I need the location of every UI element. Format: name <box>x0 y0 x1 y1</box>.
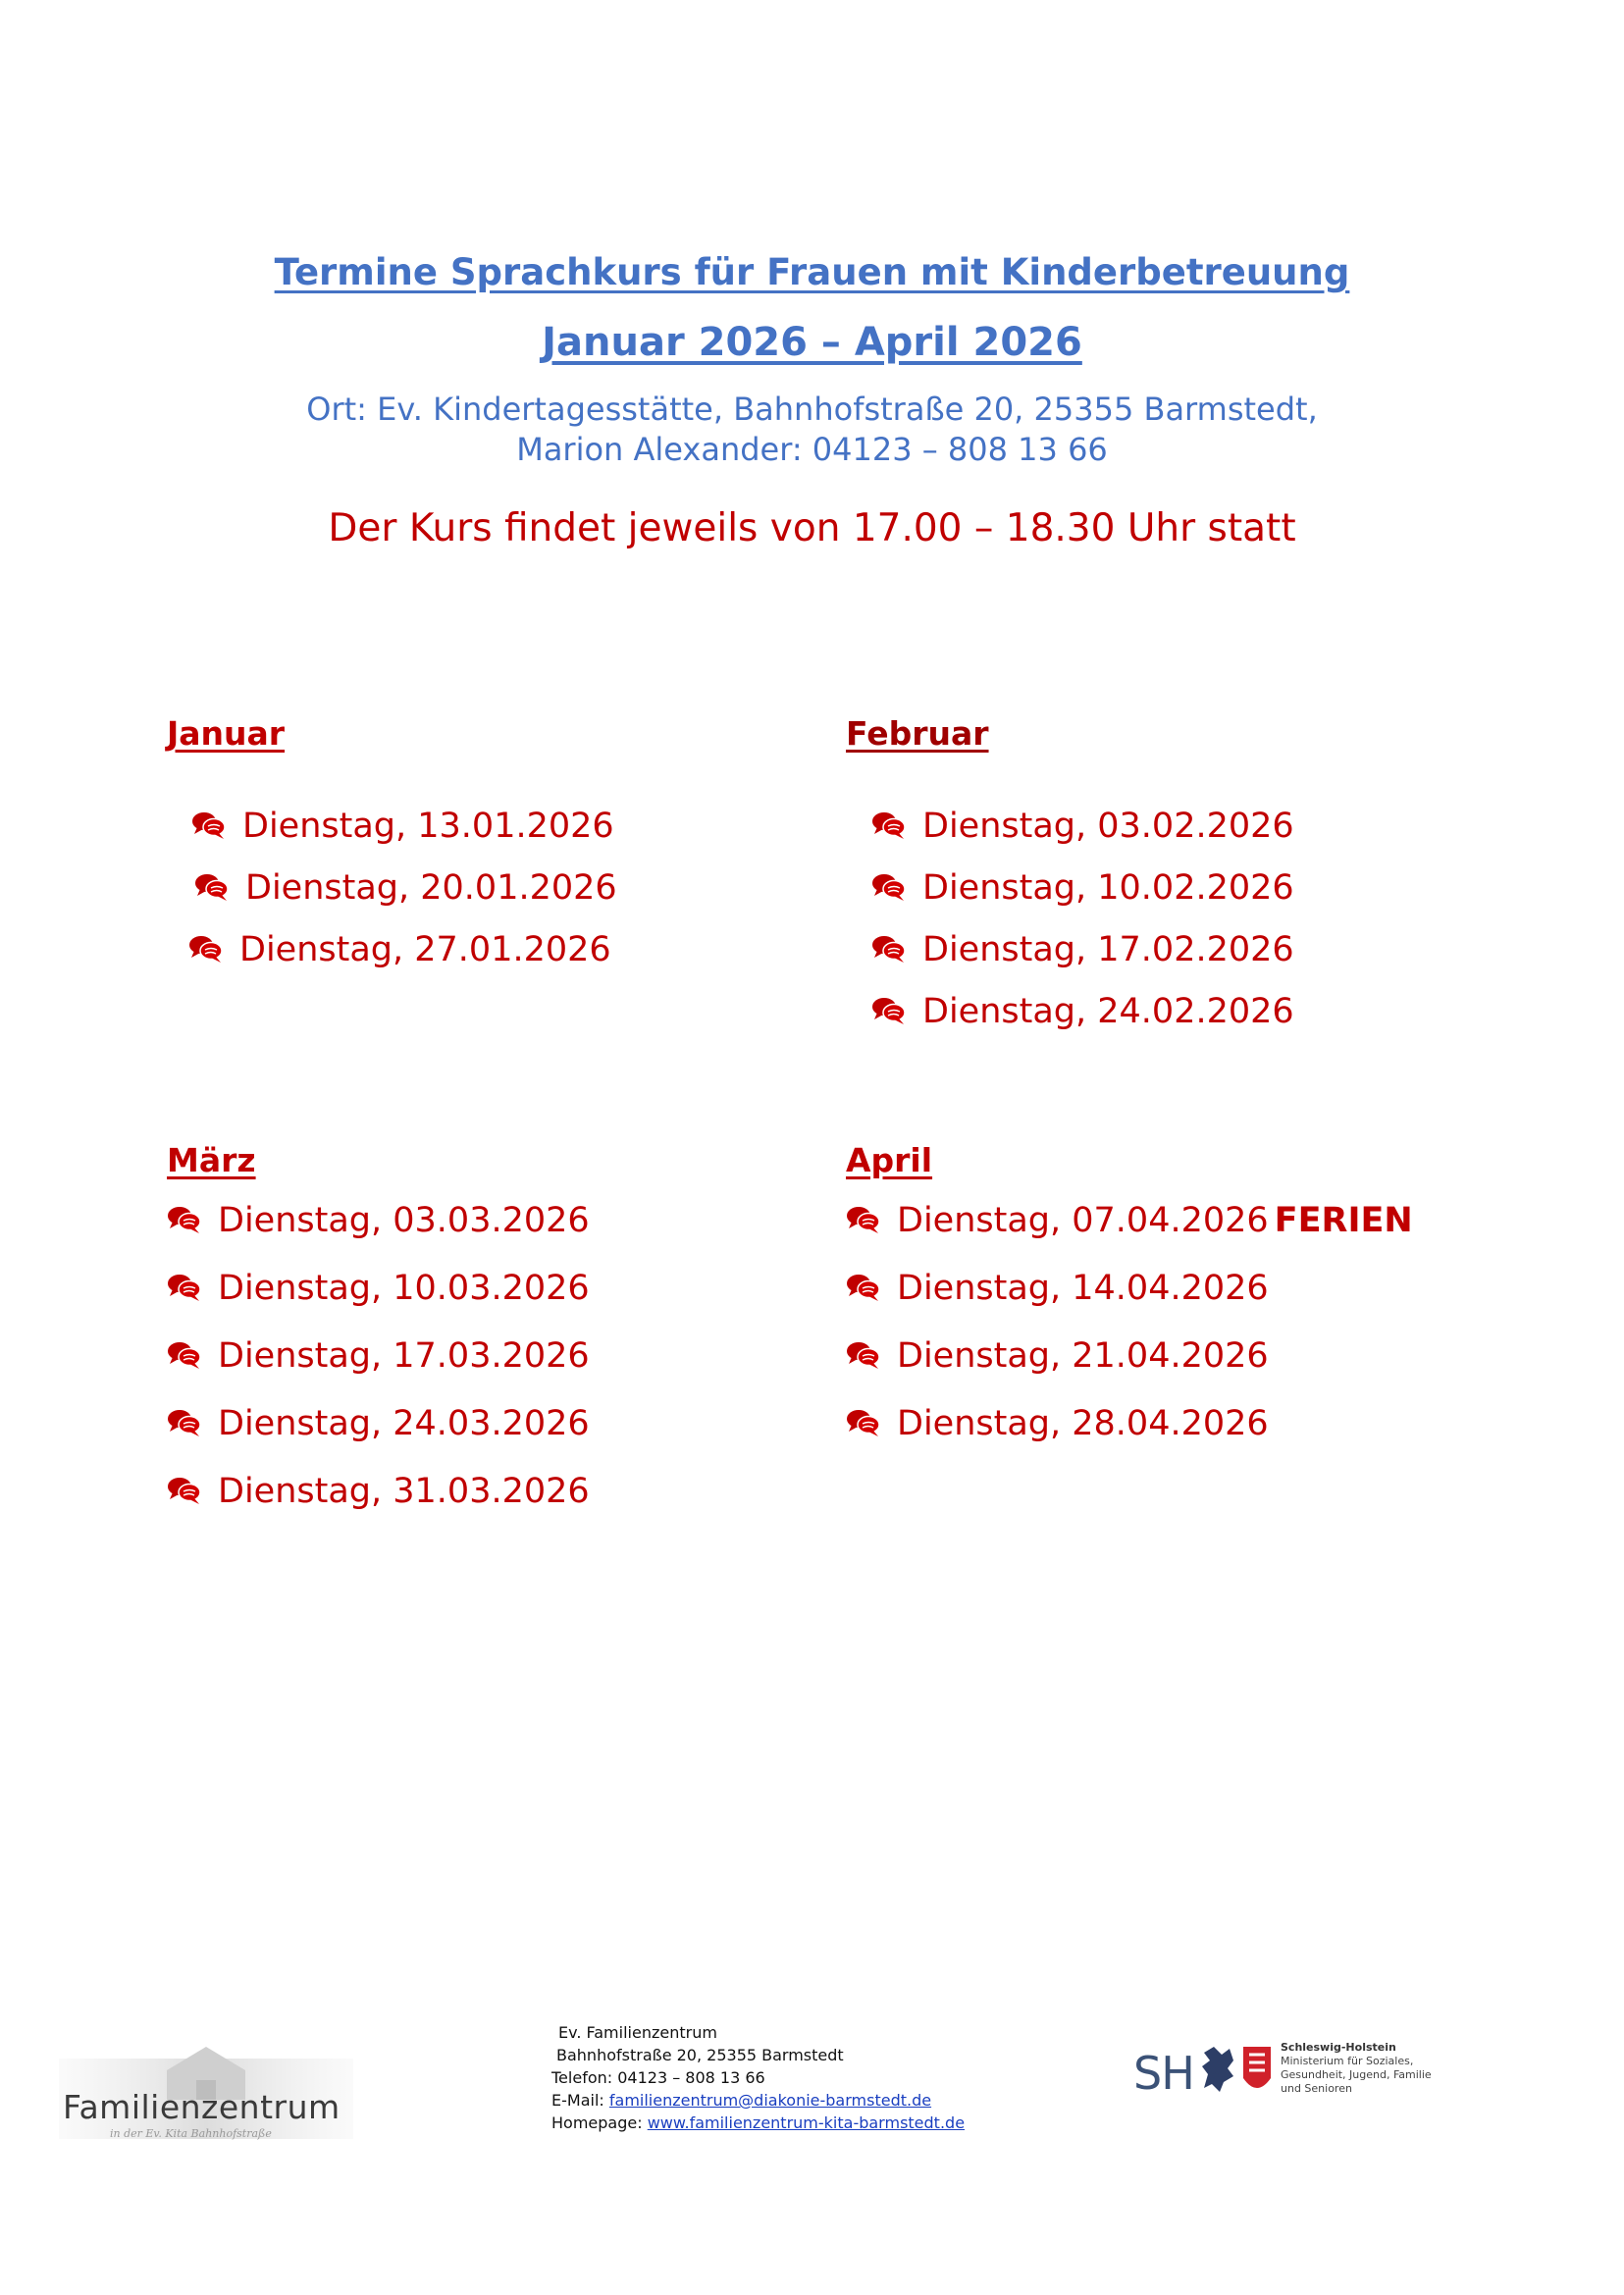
date-label: Dienstag, 07.04.2026 <box>897 1201 1269 1240</box>
date-label: Dienstag, 10.02.2026 <box>922 868 1294 908</box>
location-line: Ort: Ev. Kindertagesstätte, Bahnhofstraße 20, 25355 Barmstedt, <box>306 391 1318 428</box>
date-label: Dienstag, 24.02.2026 <box>922 992 1294 1031</box>
date-label: Dienstag, 14.04.2026 <box>897 1269 1269 1308</box>
speech-bubbles-icon <box>167 1407 202 1438</box>
date-label: Dienstag, 20.01.2026 <box>245 868 617 908</box>
date-item <box>167 1199 590 1242</box>
speech-bubbles-icon <box>871 933 907 965</box>
speech-bubbles-icon <box>167 1475 202 1506</box>
date-item <box>871 990 1294 1033</box>
footer-org: Ev. Familienzentrum <box>558 2023 717 2042</box>
date-label: Dienstag, 21.04.2026 <box>897 1336 1269 1376</box>
speech-bubbles-icon <box>846 1339 881 1371</box>
month-heading-maerz: März <box>167 1141 256 1179</box>
homepage-label: Homepage: <box>551 2113 643 2132</box>
month-heading-januar: Januar <box>167 714 286 753</box>
date-item <box>846 1267 1269 1310</box>
date-label: Dienstag, 17.02.2026 <box>922 930 1294 969</box>
homepage-link[interactable]: www.familienzentrum-kita-barmstedt.de <box>647 2113 966 2132</box>
date-label: Dienstag, 10.03.2026 <box>218 1269 590 1308</box>
date-item <box>871 805 1294 848</box>
speech-bubbles-icon <box>167 1272 202 1303</box>
speech-bubbles-icon <box>191 809 227 841</box>
speech-bubbles-icon <box>167 1204 202 1235</box>
speech-bubbles-icon <box>871 995 907 1026</box>
date-item <box>188 928 611 971</box>
date-item <box>846 1199 1413 1242</box>
state-name: Schleswig-Holstein <box>1281 2041 1396 2054</box>
speech-bubbles-icon <box>871 871 907 903</box>
date-item <box>871 928 1294 971</box>
month-heading-februar: Februar <box>846 714 989 753</box>
page-title: Termine Sprachkurs für Frauen mit Kinderbetreuung <box>274 251 1350 293</box>
date-item <box>167 1402 590 1445</box>
date-label: Dienstag, 24.03.2026 <box>218 1404 590 1443</box>
ministry-label <box>1281 2041 1447 2096</box>
speech-bubbles-icon <box>194 871 230 903</box>
speech-bubbles-icon <box>167 1339 202 1371</box>
date-item <box>846 1334 1269 1378</box>
course-time: Der Kurs findet jeweils von 17.00 – 18.30 Uhr statt <box>328 506 1296 550</box>
coat-of-arms-icon <box>1200 2043 1279 2102</box>
holiday-note: FERIEN <box>1274 1201 1413 1240</box>
date-label: Dienstag, 27.01.2026 <box>239 930 611 969</box>
sh-letters: SH <box>1133 2047 1194 2100</box>
logo-text: Familienzentrum <box>63 2088 341 2126</box>
schleswig-holstein-logo <box>1133 2039 1447 2108</box>
footer-homepage-line <box>551 2112 965 2134</box>
period-title: Januar 2026 – April 2026 <box>542 320 1082 365</box>
email-label: E-Mail: <box>551 2091 604 2110</box>
date-label: Dienstag, 28.04.2026 <box>897 1404 1269 1443</box>
speech-bubbles-icon <box>188 933 224 965</box>
date-item <box>191 805 614 848</box>
date-label: Dienstag, 03.03.2026 <box>218 1201 590 1240</box>
email-link[interactable]: familienzentrum@diakonie-barmstedt.de <box>608 2091 932 2110</box>
speech-bubbles-icon <box>846 1204 881 1235</box>
date-label: Dienstag, 03.02.2026 <box>922 807 1294 846</box>
logo-subtext: in der Ev. Kita Bahnhofstraße <box>110 2127 272 2140</box>
date-label: Dienstag, 17.03.2026 <box>218 1336 590 1376</box>
footer-address: Bahnhofstraße 20, 25355 Barmstedt <box>556 2046 844 2064</box>
contact-line: Marion Alexander: 04123 – 808 13 66 <box>516 431 1108 468</box>
footer-contact <box>551 2021 965 2134</box>
ministry-name: Ministerium für Soziales, Gesundheit, Jugend, Familie und Senioren <box>1281 2055 1432 2095</box>
date-item <box>871 866 1294 910</box>
date-item <box>167 1267 590 1310</box>
date-item <box>194 866 617 910</box>
month-heading-april: April <box>846 1141 933 1179</box>
date-item <box>846 1402 1269 1445</box>
familienzentrum-logo <box>59 2041 353 2139</box>
speech-bubbles-icon <box>846 1407 881 1438</box>
date-label: Dienstag, 31.03.2026 <box>218 1472 590 1511</box>
footer-email-line <box>551 2089 965 2112</box>
date-item <box>167 1470 590 1513</box>
speech-bubbles-icon <box>871 809 907 841</box>
footer-phone: Telefon: 04123 – 808 13 66 <box>551 2068 765 2087</box>
date-item <box>167 1334 590 1378</box>
speech-bubbles-icon <box>846 1272 881 1303</box>
date-label: Dienstag, 13.01.2026 <box>242 807 614 846</box>
